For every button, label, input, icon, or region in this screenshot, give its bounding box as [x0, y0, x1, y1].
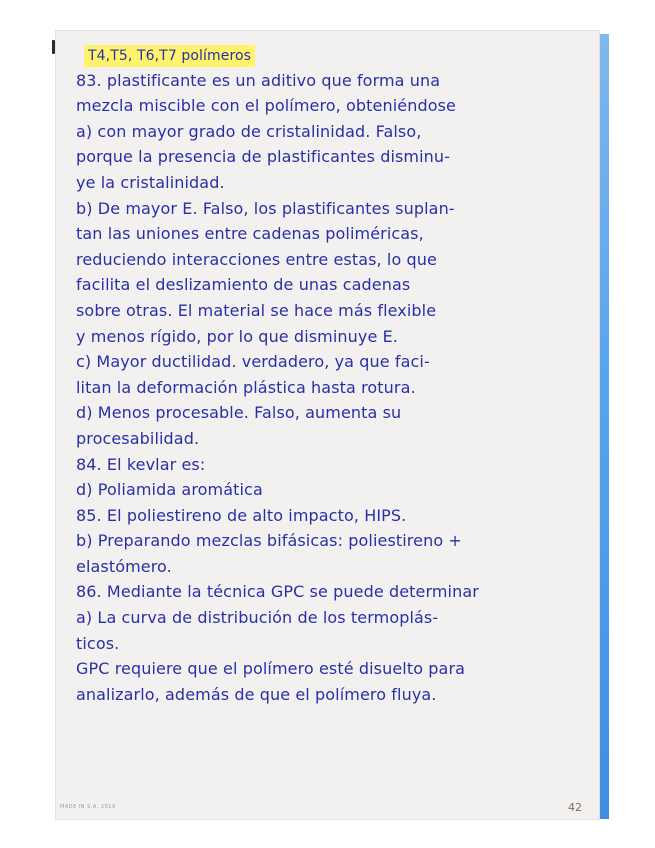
- note-line: reduciendo interacciones entre estas, lo que: [76, 249, 437, 269]
- page-edge-stripe: [600, 34, 609, 819]
- note-line: mezcla miscible con el polímero, obteniéndose: [76, 96, 456, 116]
- note-line: b) Preparando mezclas bifásicas: poliestireno +: [76, 531, 462, 551]
- note-line: b) De mayor E. Falso, los plastificantes suplan-: [76, 198, 455, 218]
- note-line: facilita el deslizamiento de unas cadenas: [76, 275, 411, 295]
- handwritten-notes: [76, 42, 601, 707]
- note-line: procesabilidad.: [76, 428, 200, 448]
- title-line: [76, 42, 601, 68]
- note-line: ticos.: [76, 633, 120, 653]
- note-line: a) La curva de distribución de los termoplás-: [76, 608, 439, 628]
- note-line: GPC requiere que el polímero esté disuelto para: [76, 659, 466, 679]
- note-line: 86. Mediante la técnica GPC se puede determinar: [76, 582, 479, 602]
- binder-mark: [52, 40, 55, 54]
- note-line: d) Menos procesable. Falso, aumenta su: [76, 403, 402, 423]
- note-line: tan las uniones entre cadenas poliméricas,: [76, 224, 424, 244]
- note-line: 84. El kevlar es:: [76, 454, 206, 474]
- page-number: 42: [568, 801, 582, 814]
- note-line: porque la presencia de plastificantes disminu-: [76, 147, 451, 167]
- note-line: sobre otras. El material se hace más flexible: [76, 300, 437, 320]
- note-line: analizarlo, además de que el polímero fluya.: [76, 684, 437, 704]
- note-line: 85. El poliestireno de alto impacto, HIPS.: [76, 505, 407, 525]
- note-line: y menos rígido, por lo que disminuye E.: [76, 326, 398, 346]
- note-line: ye la cristalinidad.: [76, 172, 225, 192]
- note-line: c) Mayor ductilidad. verdadero, ya que faci-: [76, 352, 430, 372]
- note-line: a) con mayor grado de cristalinidad. Falso,: [76, 121, 422, 141]
- note-line: d) Poliamida aromática: [76, 480, 263, 500]
- note-line: litan la deformación plástica hasta rotura.: [76, 377, 416, 397]
- note-line: elastómero.: [76, 556, 172, 576]
- paper-brand-mark: MADE IN S.A. 2019: [60, 804, 116, 810]
- page-title: T4,T5, T6,T7 polímeros: [84, 45, 255, 67]
- note-line: 83. plastificante es un aditivo que forma una: [76, 70, 441, 90]
